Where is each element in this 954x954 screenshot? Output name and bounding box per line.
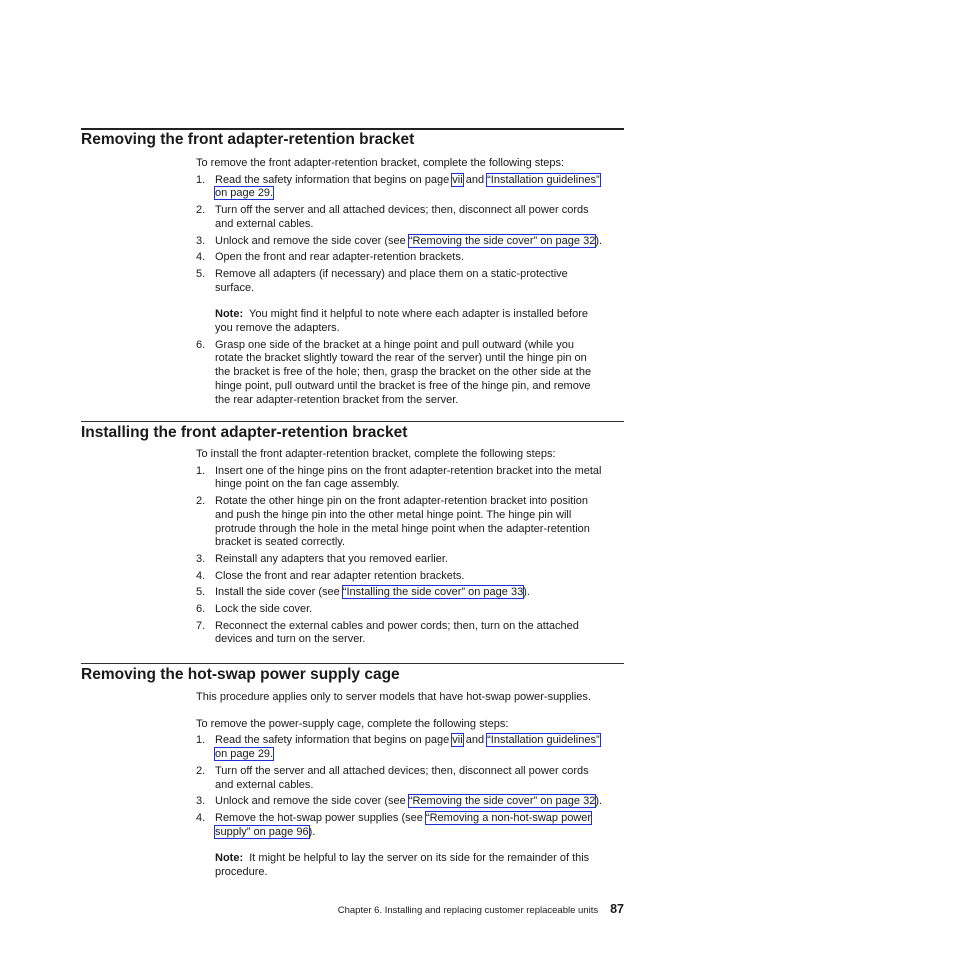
section-rule: [81, 663, 624, 664]
section2-intro: To install the front adapter-retention bracket, complete the following steps:: [196, 448, 556, 460]
list-item: [196, 251, 628, 265]
step-text: and push the hinge pin into the other metal hinge point. The hinge pin will: [215, 508, 572, 521]
step-text: and: [462, 734, 488, 747]
step-number: 6.: [196, 603, 206, 616]
step-number: 2.: [196, 204, 206, 217]
link-installation-guidelines[interactable]: “Installation guidelines”: [487, 734, 600, 747]
note-text: You might find it helpful to note where each adapter is installed before: [249, 308, 589, 321]
list-item: [196, 765, 628, 792]
list-item: [196, 795, 628, 809]
list-item: [196, 812, 628, 880]
list-item: [196, 235, 628, 249]
section-heading-removing-power-supply-cage: Removing the hot-swap power supply cage: [81, 666, 400, 683]
list-item: [196, 553, 628, 567]
step-text: Remove the hot-swap power supplies (see: [215, 811, 426, 824]
section1-body: [196, 157, 628, 407]
step-text: Install the side cover (see: [215, 586, 343, 599]
step-text: ).: [308, 825, 316, 838]
step-number: 5.: [196, 586, 206, 599]
step-number: 1.: [196, 464, 206, 477]
step-number: 7.: [196, 619, 206, 632]
section1-intro: To remove the front adapter-retention bracket, complete the following steps:: [196, 157, 565, 169]
step-text: Read the safety information that begins on page: [215, 734, 453, 747]
list-item: [196, 174, 628, 201]
list-item: [196, 204, 628, 231]
list-item: [196, 268, 628, 336]
section3-body: [196, 691, 628, 880]
link-removing-side-cover[interactable]: “Removing the side cover” on page 32: [408, 234, 596, 247]
step-text: ).: [595, 234, 603, 247]
section-heading-removing-front-bracket: Removing the front adapter-retention bracket: [81, 131, 415, 148]
step-number: 3.: [196, 234, 206, 247]
step-text: the bracket is free of the hole; then, grasp the bracket on the other side at the: [215, 366, 592, 379]
step-text: hinge point, pull outward until the bracket is free of the hinge pin, and remove: [215, 379, 591, 392]
step-text: Insert one of the hinge pins on the front adapter-retention bracket into the metal: [215, 464, 602, 477]
link-removing-non-hot-swap-power-supply[interactable]: “Removing a non-hot-swap power: [425, 811, 592, 824]
step-text: Turn off the server and all attached devices; then, disconnect all power cords: [215, 204, 589, 217]
note-text: procedure.: [215, 866, 268, 879]
step-text: Turn off the server and all attached devices; then, disconnect all power cords: [215, 764, 589, 777]
step-text: ).: [595, 795, 603, 808]
step-text: Open the front and rear adapter-retention brackets.: [215, 251, 464, 264]
step-text: protrude through the hole in the metal hinge point when the adapter-retention: [215, 522, 590, 535]
step-number: 1.: [196, 734, 206, 747]
list-item: [196, 495, 628, 550]
step-text: bracket is seated correctly.: [215, 536, 346, 549]
section3-intro-steps: To remove the power-supply cage, complete the following steps:: [196, 717, 509, 730]
list-item: [196, 339, 628, 408]
step-text: Unlock and remove the side cover (see: [215, 234, 409, 247]
step-text: and external cables.: [215, 217, 314, 230]
link-removing-side-cover[interactable]: “Removing the side cover” on page 32: [408, 795, 596, 808]
note-label: Note:: [215, 852, 244, 865]
section-rule: [81, 128, 624, 130]
step-text: Reinstall any adapters that you removed earlier.: [215, 552, 448, 565]
step-number: 3.: [196, 795, 206, 808]
link-page-vii[interactable]: vii: [452, 734, 463, 747]
footer-chapter: Chapter 6. Installing and replacing customer replaceable units: [337, 905, 599, 916]
step-text: Lock the side cover.: [215, 603, 313, 616]
step-text: hinge point on the fan cage assembly.: [215, 478, 400, 491]
link-installation-guidelines-page[interactable]: on page 29.: [215, 187, 274, 200]
section2-steps: [196, 465, 628, 647]
link-installing-side-cover[interactable]: “Installing the side cover” on page 33: [342, 586, 524, 599]
step-text: Close the front and rear adapter retention brackets.: [215, 569, 465, 582]
section-rule: [81, 421, 624, 422]
section-heading-installing-front-bracket: Installing the front adapter-retention bracket: [81, 424, 408, 441]
section3-steps: [196, 734, 628, 879]
step-number: 4.: [196, 569, 206, 582]
list-item: [196, 603, 628, 617]
step-number: 4.: [196, 251, 206, 264]
list-item: [196, 586, 628, 600]
link-installation-guidelines-page[interactable]: on page 29.: [215, 748, 274, 761]
step-text: Unlock and remove the side cover (see: [215, 795, 409, 808]
note-label: Note:: [215, 308, 244, 321]
step-number: 6.: [196, 338, 206, 351]
step-number: 2.: [196, 764, 206, 777]
step-text: ).: [523, 586, 530, 599]
step-number: 1.: [196, 173, 206, 186]
note: [215, 308, 628, 335]
step-text: devices and turn on the server.: [215, 633, 366, 646]
step-text: Rotate the other hinge pin on the front adapter-retention bracket into position: [215, 495, 589, 508]
list-item: [196, 734, 628, 761]
step-text: and external cables.: [215, 778, 314, 791]
list-item: [196, 620, 628, 647]
page-number: 87: [610, 902, 624, 916]
section1-steps: [196, 174, 628, 408]
step-text: the rear adapter-retention bracket from the server.: [215, 393, 459, 406]
list-item: [196, 465, 628, 492]
step-number: 3.: [196, 552, 206, 565]
step-text: Grasp one side of the bracket at a hinge point and pull outward (while you: [215, 338, 574, 351]
step-text: Reconnect the external cables and power cords; then, turn on the attached: [215, 619, 579, 632]
step-number: 2.: [196, 495, 206, 508]
step-text: Read the safety information that begins on page: [215, 173, 453, 186]
note-text: you remove the adapters.: [215, 322, 340, 335]
step-number: 4.: [196, 811, 206, 824]
page-footer: [0, 902, 624, 916]
link-page-vii[interactable]: vii: [452, 173, 463, 186]
step-text: Remove all adapters (if necessary) and place them on a static-protective: [215, 267, 568, 280]
section3-intro: This procedure applies only to server models that have hot-swap power-supplies.: [196, 691, 591, 703]
step-number: 5.: [196, 267, 206, 280]
step-text: and: [462, 173, 488, 186]
link-installation-guidelines[interactable]: “Installation guidelines”: [487, 173, 600, 186]
link-removing-non-hot-swap-power-supply-page[interactable]: supply” on page 96: [215, 825, 309, 838]
step-text: surface.: [215, 281, 255, 294]
step-text: rotate the bracket slightly toward the rear of the server) until the hinge pin on: [215, 352, 587, 365]
list-item: [196, 570, 628, 584]
note-text: It might be helpful to lay the server on its side for the remainder of this: [249, 852, 590, 865]
note: [215, 852, 628, 879]
section2-body: [196, 448, 628, 647]
